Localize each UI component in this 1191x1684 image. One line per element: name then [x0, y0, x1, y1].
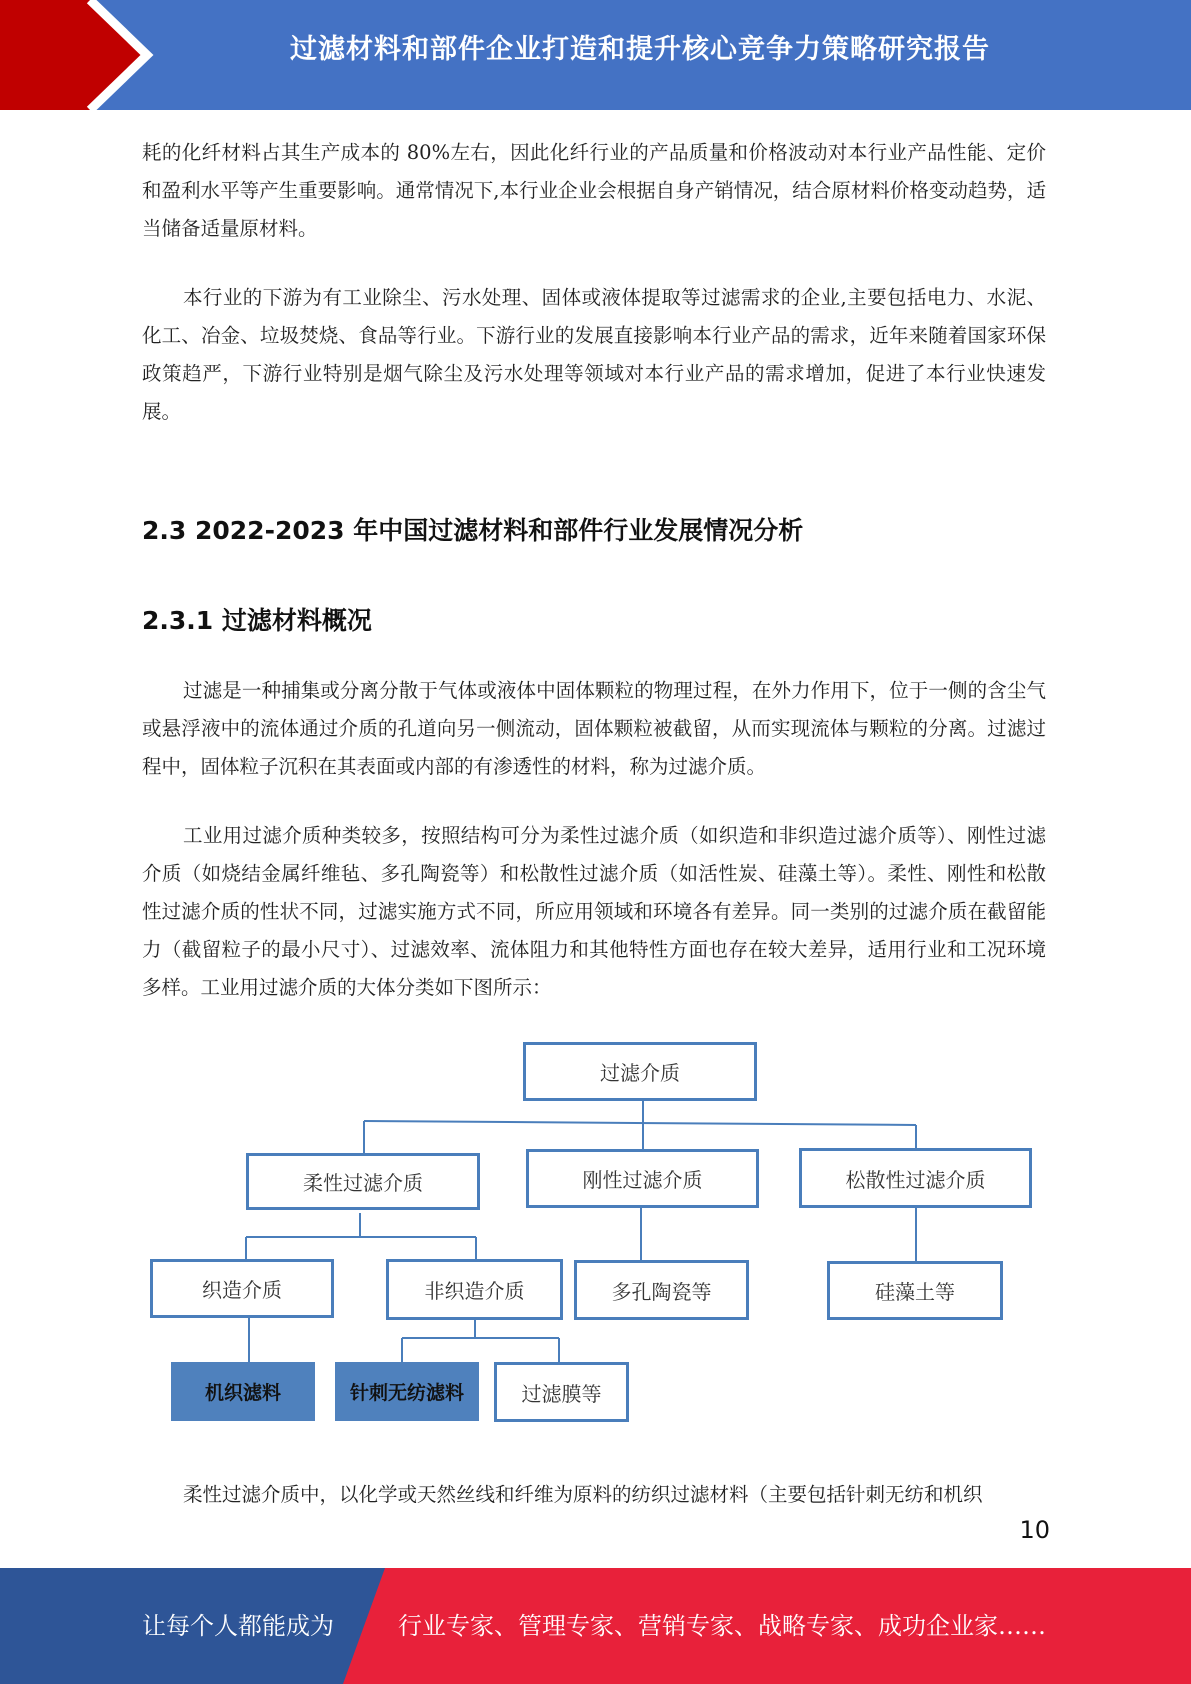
section-heading-2-3-1: 2.3.1 过滤材料概况: [142, 606, 372, 635]
page-footer: [0, 1568, 1191, 1684]
node-loose-media: 松散性过滤介质: [799, 1148, 1032, 1208]
page-number: 10: [1019, 1516, 1050, 1544]
section-heading-2-3: 2.3 2022-2023 年中国过滤材料和部件行业发展情况分析: [142, 516, 804, 545]
paragraph-filter-media-types: 工业用过滤介质种类较多，按照结构可分为柔性过滤介质（如织造和非织造过滤介质等）、刚性过滤介质（如烧结金属纤维毡、多孔陶瓷等）和松散性过滤介质（如活性炭、硅藻土等）。柔性、刚性和松散性过滤介质的性状不同，过滤实施方式不同，所应用领域和环境各有差异。同一类别的过滤介质在截留能力（截留粒子的最小尺寸）、过滤效率、流体阻力和其他特性方面也存在较大差异，适用行业和工况环境多样。工业用过滤介质的大体分类如下图所示：: [142, 824, 1046, 999]
paragraph-flexible-media: 柔性过滤介质中，以化学或天然丝线和纤维为原料的纺织过滤材料（主要包括针刺无纺和机织: [183, 1483, 983, 1506]
node-porous-ceramic: 多孔陶瓷等: [574, 1260, 749, 1320]
node-flexible-media: 柔性过滤介质: [246, 1153, 480, 1210]
node-membrane: 过滤膜等: [494, 1362, 629, 1422]
node-rigid-media: 刚性过滤介质: [526, 1149, 759, 1208]
node-nonwoven-media: 非织造介质: [386, 1259, 563, 1320]
report-title: 过滤材料和部件企业打造和提升核心竞争力策略研究报告: [290, 34, 990, 65]
paragraph-downstream: 本行业的下游为有工业除尘、污水处理、固体或液体提取等过滤需求的企业,主要包括电力、水泥、化工、冶金、垃圾焚烧、食品等行业。下游行业的发展直接影响本行业产品的需求，近年来随着国家环保政策趋严，下游行业特别是烟气除尘及污水处理等领域对本行业产品的需求增加，促进了本行业快速发展。: [142, 286, 1046, 423]
node-filter-media: 过滤介质: [523, 1042, 757, 1101]
node-machine-woven-filter: 机织滤料: [171, 1362, 315, 1421]
node-diatomite: 硅藻土等: [827, 1261, 1003, 1320]
paragraph-filtration-definition: 过滤是一种捕集或分离分散于气体或液体中固体颗粒的物理过程，在外力作用下，位于一侧的含尘气或悬浮液中的流体通过介质的孔道向另一侧流动，固体颗粒被截留，从而实现流体与颗粒的分离。过滤过程中，固体粒子沉积在其表面或内部的有渗透性的材料，称为过滤介质。: [142, 679, 1046, 778]
node-needle-punched-filter: 针刺无纺滤料: [335, 1362, 479, 1421]
footer-slogan-left: 让每个人都能成为: [142, 1612, 334, 1640]
footer-slogan-right: 行业专家、管理专家、营销专家、战略专家、成功企业家……: [398, 1612, 1046, 1640]
paragraph-raw-materials: 耗的化纤材料占其生产成本的 80%左右，因此化纤行业的产品质量和价格波动对本行业产品性能、定价和盈利水平等产生重要影响。通常情况下,本行业企业会根据自身产销情况，结合原材料价格变动趋势，适当储备适量原材料。: [142, 141, 1046, 240]
node-woven-media: 织造介质: [150, 1259, 334, 1318]
